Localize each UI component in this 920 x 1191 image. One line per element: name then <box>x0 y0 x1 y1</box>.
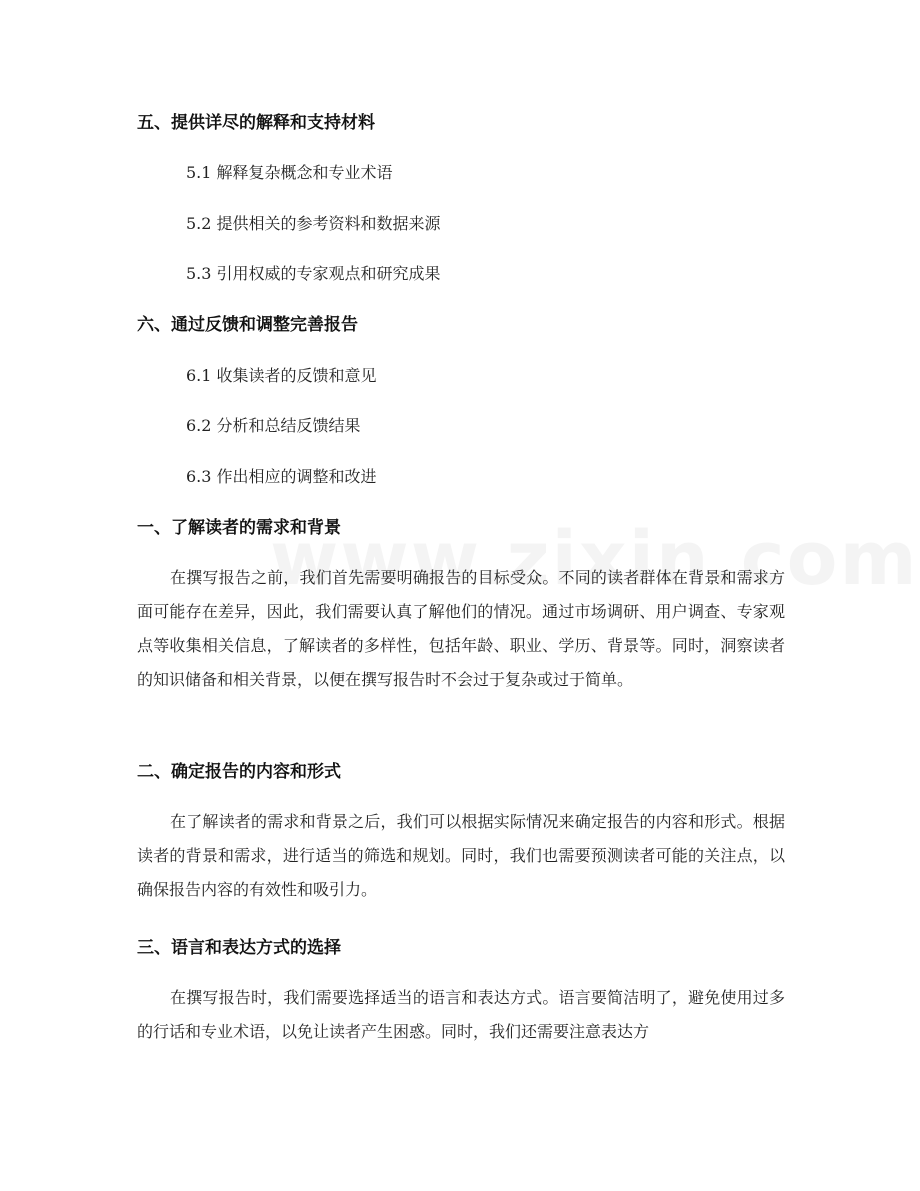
section-3-heading: 三、语言和表达方式的选择 <box>137 938 341 958</box>
section-5-item-3: 5.3 引用权威的专家观点和研究成果 <box>186 264 441 283</box>
section-1-paragraph: 在撰写报告之前，我们首先需要明确报告的目标受众。不同的读者群体在背景和需求方面可能存在差异，因此，我们需要认真了解他们的情况。通过市场调研、用户调查、专家观点等收集相关信息，了解读者的多样性，包括年龄、职业、学历、背景等。同时，洞察读者的知识储备和相关背景，以便在撰写报告时不会过于复杂或过于简单。 <box>137 568 785 689</box>
section-6-item-1: 6.1 收集读者的反馈和意见 <box>186 366 377 385</box>
section-2-heading: 二、确定报告的内容和形式 <box>137 762 341 782</box>
section-5-item-1: 5.1 解释复杂概念和专业术语 <box>186 163 393 182</box>
section-6-heading: 六、通过反馈和调整完善报告 <box>137 315 358 335</box>
section-6-item-2: 6.2 分析和总结反馈结果 <box>186 416 361 435</box>
section-3-paragraph: 在撰写报告时，我们需要选择适当的语言和表达方式。语言要简洁明了，避免使用过多的行话和专业术语，以免让读者产生困惑。同时，我们还需要注意表达方 <box>137 988 785 1041</box>
section-5-heading: 五、提供详尽的解释和支持材料 <box>137 113 375 133</box>
section-6-item-3: 6.3 作出相应的调整和改进 <box>186 467 377 486</box>
section-5-item-2: 5.2 提供相关的参考资料和数据来源 <box>186 214 441 233</box>
section-2-paragraph: 在了解读者的需求和背景之后，我们可以根据实际情况来确定报告的内容和形式。根据读者的背景和需求，进行适当的筛选和规划。同时，我们也需要预测读者可能的关注点，以确保报告内容的有效性和吸引力。 <box>137 812 785 899</box>
section-1-heading: 一、了解读者的需求和背景 <box>137 518 341 538</box>
